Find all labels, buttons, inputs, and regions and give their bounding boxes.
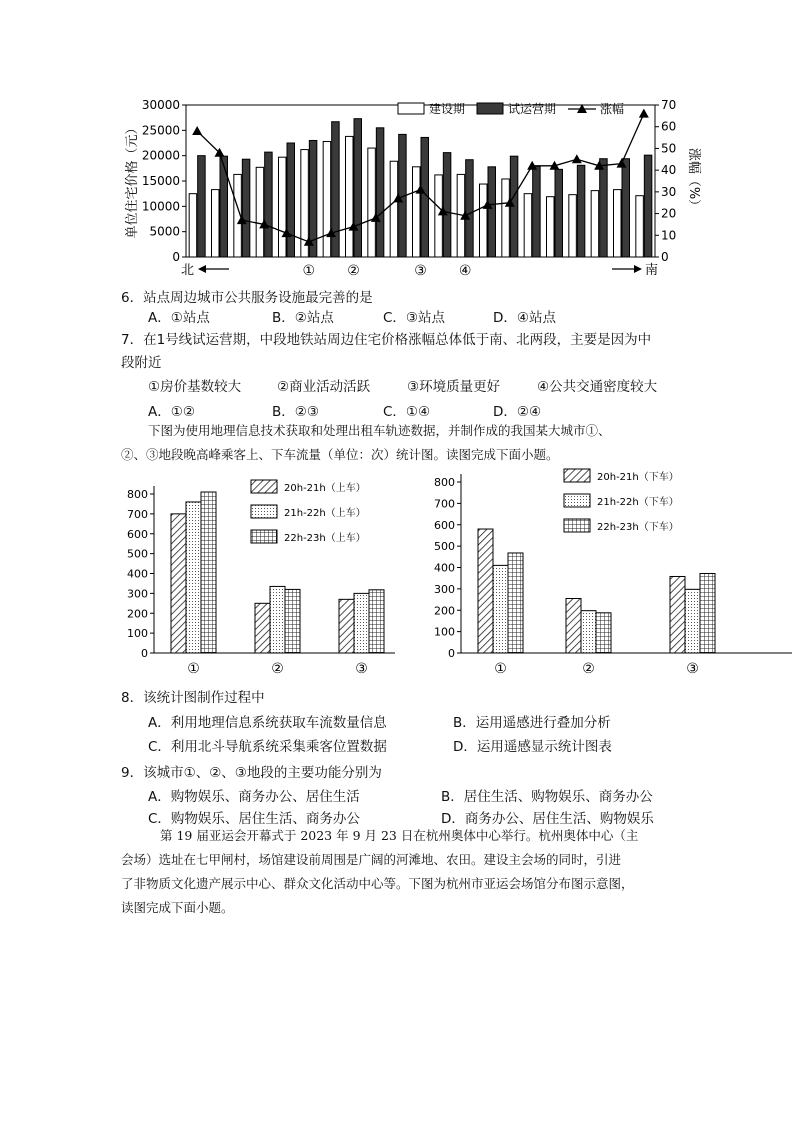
right-tick-label: 70 [661,98,677,112]
bar [201,492,216,653]
bar [478,529,493,653]
bar [493,565,508,653]
station-marker: ④ [458,263,472,279]
left-axis-label: 单位住宅价格（元） [125,121,140,239]
q6-option-b: B．②站点 [272,310,334,326]
bar [508,553,523,653]
y-tick-label: 100 [434,625,455,639]
legend-label: 22h-23h（上车） [284,533,366,544]
station-marker: ② [347,263,360,279]
legend-swatch-construction [398,103,424,114]
alighting-chart [400,460,794,685]
y-tick-label: 300 [127,587,148,601]
y-tick-label: 100 [127,627,148,641]
rise-point [192,126,202,135]
legend-swatch [564,494,590,507]
y-tick-label: 300 [434,582,455,596]
q7-item-3: ③环境质量更好 [407,379,501,395]
right-tick-label: 40 [661,163,677,178]
rise-point [572,154,582,163]
bar [255,603,270,653]
bar-construction [368,148,376,257]
right-tick-label: 0 [661,250,669,264]
bar [270,586,285,653]
bar [369,590,384,653]
bar [186,502,201,653]
y-tick-label: 200 [127,607,148,621]
q7-item-4: ④公共交通密度较大 [537,379,658,395]
left-tick-label: 5000 [149,224,180,239]
price-chart [0,0,794,285]
y-tick-label: 0 [141,647,148,660]
south-label: 南 [645,263,659,278]
legend-swatch [251,505,277,518]
bar-trial [354,119,362,257]
bar [596,613,611,653]
bar [354,593,369,653]
left-tick-label: 20000 [141,148,180,163]
bar-construction [524,194,532,257]
bar-trial [443,153,451,257]
bar-trial [555,169,563,257]
bar-construction [189,194,197,257]
legend-swatch [251,480,277,493]
intro3-line4: 读图完成下面小题。 [121,900,234,915]
y-tick-label: 800 [434,476,455,489]
right-tick-label: 10 [661,228,677,243]
bar-trial [577,165,585,257]
bar-construction [390,161,398,257]
bar-trial [600,159,608,257]
north-arrowhead-icon [198,265,206,273]
legend-label: 21h-22h（下车） [597,497,679,508]
bar [700,573,715,653]
y-tick-label: 400 [434,561,455,575]
bar-construction [502,179,510,257]
bar-construction [591,191,599,257]
intro3-line1: 第 19 届亚运会开幕式于 2023 年 9 月 23 日在杭州奥体中心举行。杭州奥体中心（主 [160,828,639,843]
q7-option-d: D．②④ [493,404,542,420]
bar [581,611,596,653]
bar-trial [376,128,384,257]
legend-swatch [251,530,277,543]
legend-swatch [564,469,590,482]
category-label: ② [271,661,284,677]
q7-option-b: B．②③ [272,404,319,420]
legend-label-construction: 建设期 [429,102,466,116]
intro3-line2: 会场）选址在七甲闸村，场馆建设前周围是广阔的河滩地、农田。建设主会场的同时，引进 [121,852,622,867]
bar-construction [569,195,577,257]
bar-construction [323,141,331,257]
intro3-line3: 了非物质文化遗产展示中心、群众文化活动中心等。下图为杭州市亚运会场馆分布图示意图， [121,876,634,891]
legend-label: 20h-21h（下车） [597,472,679,483]
q9-option-c: C．购物娱乐、居住生活、商务办公 [148,811,360,827]
q9-stem: 9．该城市①、②、③地段的主要功能分别为 [121,765,382,781]
y-tick-label: 600 [127,527,148,541]
q6-option-d: D．④站点 [493,310,556,326]
y-tick-label: 500 [434,540,455,554]
legend-label: 20h-21h（上车） [284,483,366,494]
right-tick-label: 60 [661,119,677,134]
bar-construction [636,196,644,257]
south-arrowhead-icon [634,265,642,273]
intro2-line2: ②、③地段晚高峰乘客上、下车流量（单位：次）统计图。读图完成下面小题。 [121,447,559,462]
q6-option-a: A．①站点 [148,310,210,326]
legend-label-trial: 试运营期 [508,102,557,116]
bar-trial [265,152,273,257]
bar [285,589,300,653]
category-label: ③ [686,661,699,677]
bar-trial [644,155,652,257]
right-tick-label: 50 [661,141,677,156]
bar-trial [242,159,250,257]
y-tick-label: 600 [434,518,455,532]
bar-trial [198,156,206,257]
intro2-line1: 下图为使用地理信息技术获取和处理出租车轨迹数据，并制作成的我国某大城市①、 [148,423,611,438]
category-label: ② [582,661,595,677]
category-label: ③ [355,661,368,677]
q7-option-c: C．①④ [383,404,431,420]
q9-option-a: A．购物娱乐、商务办公、居住生活 [148,789,360,805]
q9-option-b: B．居住生活、购物娱乐、商务办公 [441,789,653,805]
legend-label-rise: 涨幅 [600,102,625,116]
q8-stem: 8．该统计图制作过程中 [121,690,265,706]
y-tick-label: 400 [127,567,148,581]
q7-stem-line1: 7．在1号线试运营期，中段地铁站周边住宅价格涨幅总体低于南、北两段，主要是因为中 [121,332,652,348]
y-tick-label: 800 [127,488,148,501]
legend-swatch-trial [477,103,503,114]
category-label: ① [187,661,200,677]
bar-construction [256,167,264,257]
bar [339,599,354,653]
bar-trial [466,160,474,257]
legend-label: 21h-22h（上车） [284,508,366,519]
category-label: ① [494,661,507,677]
bar-trial [488,167,496,257]
left-tick-label: 25000 [141,123,180,138]
rise-point [639,109,649,118]
bar-construction [547,197,555,257]
bar-trial [287,143,295,257]
q8-option-b: B．运用遥感进行叠加分析 [453,715,611,731]
bar-construction [346,136,354,257]
north-label: 北 [181,263,195,278]
left-tick-label: 15000 [141,174,180,188]
left-tick-label: 0 [172,250,180,264]
bar-construction [413,167,421,257]
bar-construction [614,190,622,257]
bar [685,589,700,653]
legend-swatch [564,519,590,532]
q8-option-a: A．利用地理信息系统获取车流数量信息 [148,715,387,731]
left-tick-label: 10000 [141,199,180,214]
bar-construction [212,190,220,257]
q9-option-d: D．商务办公、居住生活、购物娱乐 [441,811,654,827]
bar-construction [480,184,488,257]
boarding-chart [0,460,400,685]
bar-construction [435,175,443,257]
q6-option-c: C．③站点 [383,310,446,326]
bar-construction [279,157,287,257]
y-tick-label: 700 [127,507,148,521]
right-tick-label: 30 [661,184,677,199]
bar [566,598,581,653]
q7-item-1: ①房价基数较大 [148,379,242,395]
y-tick-label: 0 [448,647,455,660]
station-marker: ① [302,263,316,279]
q6-stem: 6．站点周边城市公共服务设施最完善的是 [121,290,373,306]
y-tick-label: 200 [434,604,455,618]
legend-label: 22h-23h（下车） [597,522,679,533]
station-marker: ③ [414,263,427,279]
left-tick-label: 30000 [141,98,180,112]
bar-trial [220,156,228,257]
q8-option-d: D．运用遥感显示统计图表 [453,739,612,755]
q7-stem-line2: 段附近 [121,355,162,371]
q7-option-a: A．①② [148,404,195,420]
q7-item-2: ②商业活动活跃 [277,379,371,395]
right-tick-label: 20 [661,206,677,221]
q8-option-c: C．利用北斗导航系统采集乘客位置数据 [148,739,387,755]
bar [670,576,685,653]
bar-trial [622,159,630,257]
right-axis-label: 涨幅（%） [686,147,701,213]
y-tick-label: 500 [127,547,148,561]
y-tick-label: 700 [434,497,455,511]
bar-trial [533,166,541,257]
bar [171,514,186,653]
